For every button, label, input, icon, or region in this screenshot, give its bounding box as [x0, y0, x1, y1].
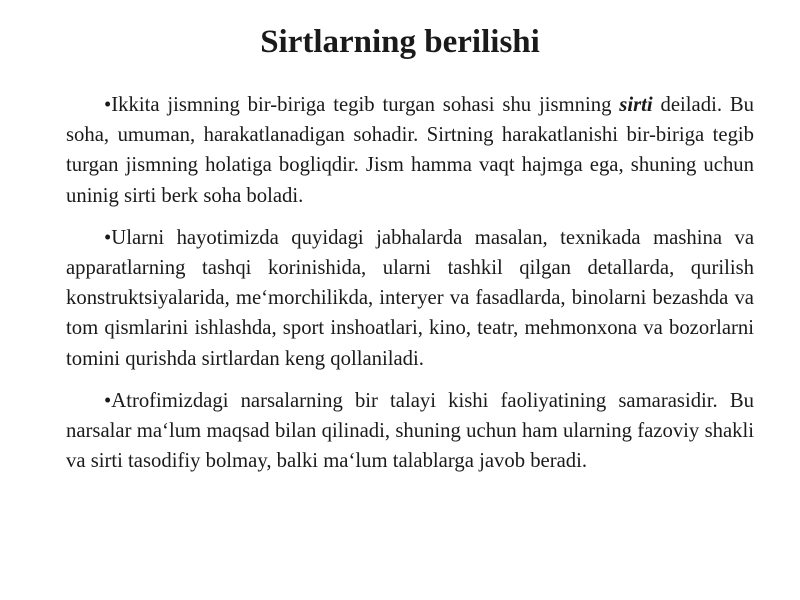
slide-body	[66, 90, 754, 488]
paragraph-2-text: Ularni hayotimizda quyidagi jabhalarda masalan, texnikada mashina va apparatlarning tashqi korinishida, ularni tashkil qilgan detallarda, qurilish konstruktsiyalarida, me‘morchilikda, interyer va fasadlarda, binolarni bezashda va tom qismlarini ishlashda, sport inshoatlari, kino, teatr, mehmonxona va bozorlarni tomini qurishda sirtlardan keng qollaniladi.	[66, 226, 754, 370]
paragraph-1-text-end: deiladi. Bu soha, umuman, harakatlanadigan sohadir. Sirtning harakatlanishi bir-biriga tegib turgan jismning holatiga bogliqdir. Jism hamma vaqt hajmga ega, shuning uchun uninig sirti berk soha boladi.	[66, 94, 754, 207]
paragraph-3-text: Atrofimizdagi narsalarning bir talayi kishi faoliyatining samarasidir. Bu narsalar ma‘lum maqsad bilan qilinadi, shuning uchun ham ularning fazoviy shakli va sirti tasodifiy bolmay, balki ma‘lum talablarga javob beradi.	[66, 389, 754, 473]
paragraph-1-text-start: Ikkita jismning bir-biriga tegib turgan sohasi shu jismning	[111, 94, 620, 116]
slide-title: Sirtlarning berilishi	[260, 24, 540, 60]
emphasized-term: sirti	[619, 94, 653, 116]
bullet-marker: •	[104, 226, 112, 249]
bullet-marker: •	[104, 94, 112, 116]
paragraph-1	[66, 90, 754, 211]
paragraph-3	[66, 386, 754, 477]
paragraph-2	[66, 223, 754, 374]
bullet-marker: •	[104, 389, 112, 412]
